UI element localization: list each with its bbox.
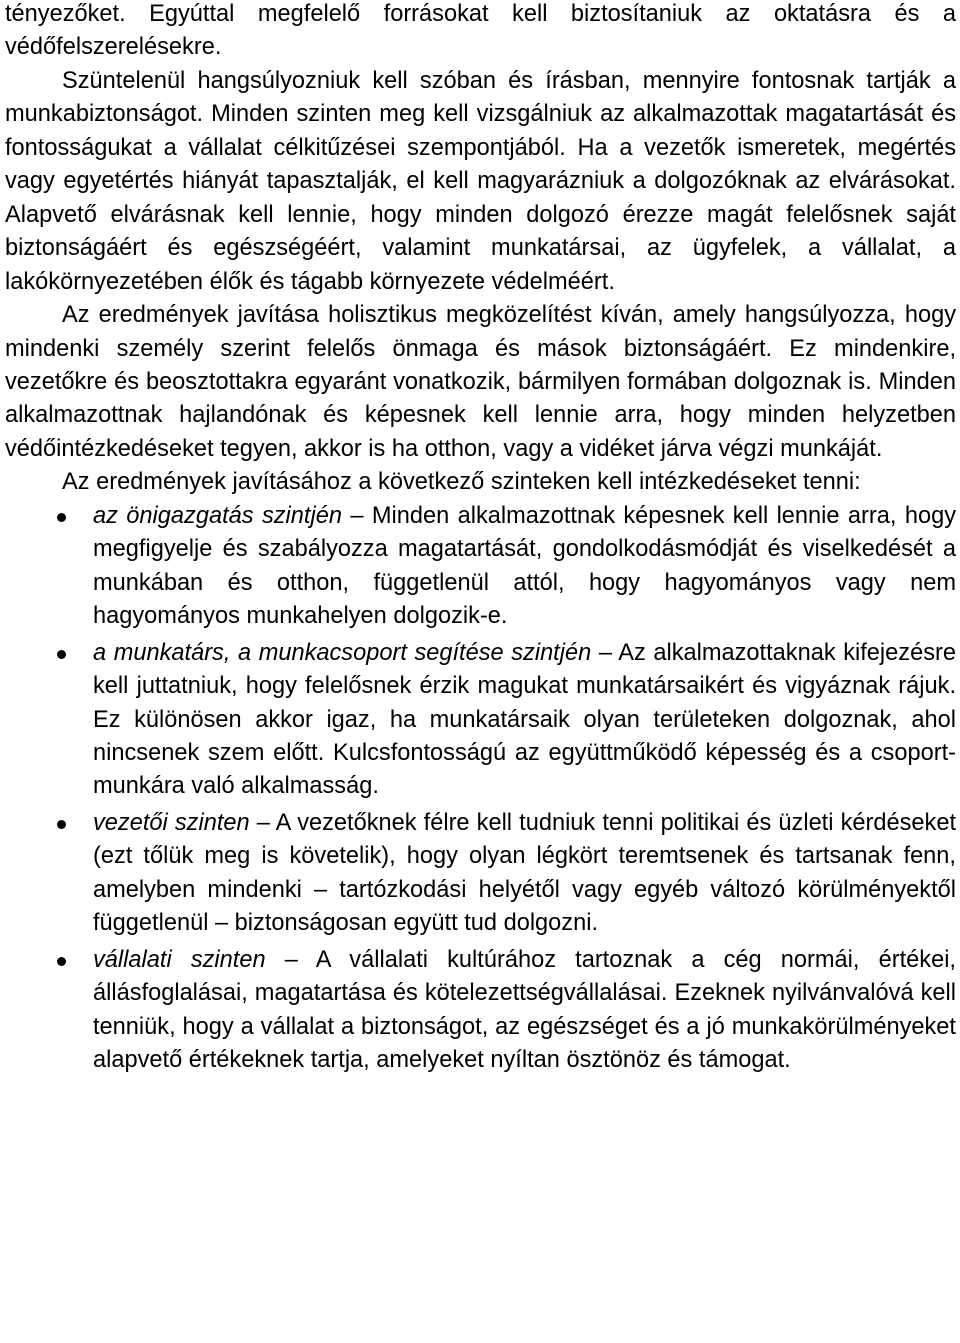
list-item-dash: – <box>265 946 316 973</box>
bullet-icon <box>57 650 66 659</box>
bullet-icon <box>57 957 66 966</box>
paragraph-1: tényezőket. Egyúttal megfelelő forrásokat kell biztosítaniuk az oktatásra és a védőfelszerelésekre. <box>5 1 956 61</box>
list-item-text: A vezetőknek félre kell tudniuk tenni politikai és üzleti kérdéseket (ezt tőlük meg is követelik), hogy olyan légkört teremtsenek és tartsanak fenn, amelyben mindenki – tartózkodási helyétől vagy egyéb változó körülményektől függetlenül – biztonságosan együtt tud dolgozni. <box>93 809 956 937</box>
paragraph-2: Szüntelenül hangsúlyozniuk kell szóban és írásban, mennyire fontosnak tartják a munkabiztonságot. Minden szinten meg kell vizsgálniuk az alkalmazottak magatartását és fontosságukat a vállalat célkitűzései szempontjából. Ha a vezetők ismeretek, megértés vagy egyetértés hiányát tapasztalják, el kell magyarázniuk a dolgozóknak az elvárásokat. Alapvető elvárásnak kell lennie, hogy minden dolgozó érezze magát felelősnek saját biztonságáért és egészségéért, valamint munkatársai, az ügyfelek, a vállalat, a lakókörnyezetében élők és tágabb környezete védelméért. <box>5 67 956 295</box>
paragraph-3: Az eredmények javítása holisztikus megközelítést kíván, amely hangsúlyozza, hogy mindenki személy szerint felelős önmaga és mások biztonságáért. Ez mindenkire, vezetőkre és beosztottakra egyaránt vonatkozik, bármilyen formában dolgoznak is. Minden alkalmazottnak hajlandónak és képesnek kell lennie arra, hogy minden helyzetben védőintézkedéseket tegyen, akkor is ha otthon, vagy a vidéket járva végzi munkáját. <box>5 302 956 462</box>
list-item-dash: – <box>341 502 372 529</box>
list-item-term: vezetői szinten <box>93 809 250 836</box>
list-item-text: A vállalati kultúrához tartoznak a cég normái, értékei, állásfoglalásai, magatartása és kötelezettségvállalásai. Ezeknek nyilvánvalóvá kell tenniük, hogy a vállalat a biztonságot, az egészséget és a jó munkakörülményeket alapvető értékeknek tartja, amelyeket nyíltan ösztönöz és támogat. <box>93 946 956 1074</box>
bullet-icon <box>57 513 66 522</box>
document-page <box>5 0 956 1078</box>
paragraph-4: Az eredmények javításához a következő szinteken kell intézkedéseket tenni: <box>62 469 861 496</box>
list-item <box>5 500 956 634</box>
list-item <box>5 944 956 1078</box>
list-item <box>5 637 956 804</box>
list-item-text: Minden alkalmazottnak képesnek kell lennie arra, hogy megfigyelje és szabályozza magatartását, gondolkodásmódját és viselkedését a munkában és otthon, függetlenül attól, hogy hagyományos vagy nem hagyományos munkahelyen dolgozik-e. <box>93 502 956 630</box>
list-item-term: vállalati szinten <box>93 946 266 973</box>
list-item <box>5 807 956 941</box>
list-item-text: Az alkalmazottaknak kifejezésre kell juttatniuk, hogy felelősnek érzik magukat munkatársaikért és vigyáznak rájuk. Ez különösen akkor igaz, ha munkatársaik olyan területeken dolgoznak, ahol nincsenek szem előtt. Kulcsfontosságú az együttműködő képesség és a csoportmunkára való alkalmasság. <box>93 639 956 800</box>
list-item-dash: – <box>249 809 276 836</box>
bullet-icon <box>57 820 66 829</box>
list-item-dash: – <box>591 639 619 666</box>
list-item-term: a munkatárs, a munkacsoport segítése szintjén <box>93 639 592 666</box>
list-item-term: az önigazgatás szintjén <box>93 502 342 529</box>
levels-list <box>5 500 956 1078</box>
